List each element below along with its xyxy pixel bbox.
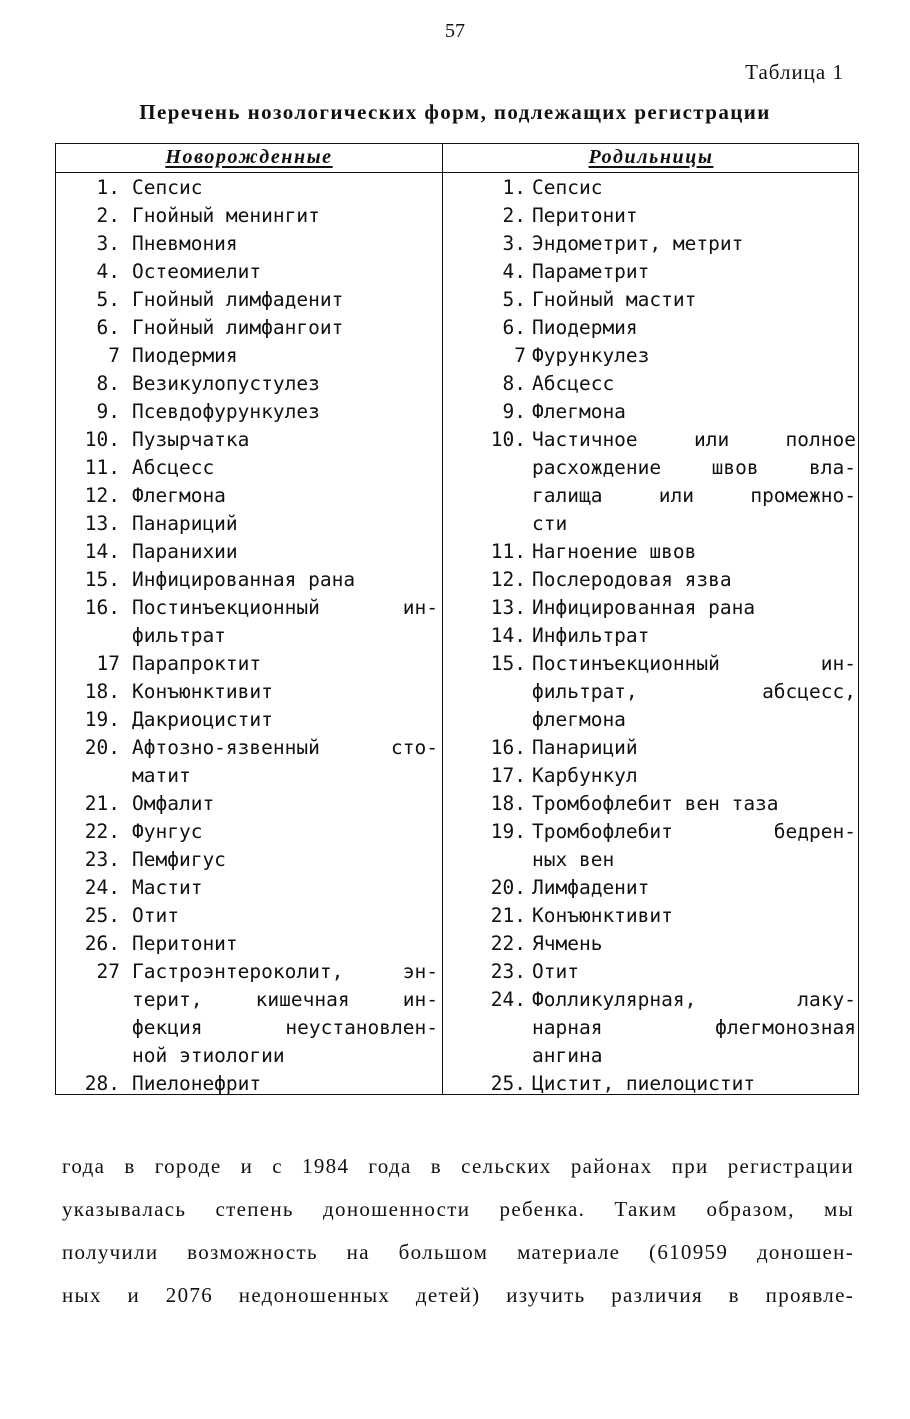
mother-item-text-line: фильтрат, абсцесс, (532, 680, 856, 703)
mother-item-text-line: расхождение швов вла- (532, 456, 856, 479)
newborn-item-number: 23. (84, 848, 120, 871)
mother-item (486, 258, 856, 286)
newborn-item-text (132, 930, 438, 958)
mother-item-text (532, 538, 856, 566)
newborn-item (76, 258, 438, 286)
newborn-item (76, 706, 438, 734)
newborn-item-number: 11. (84, 456, 120, 479)
newborn-item (76, 734, 438, 790)
newborn-item-text (132, 958, 438, 1070)
newborn-item (76, 818, 438, 846)
newborn-item-text-line: Фунгус (132, 820, 203, 843)
mother-item-number: 25. (490, 1072, 526, 1095)
newborn-item-text-line: Перитонит (132, 932, 238, 955)
newborn-item (76, 678, 438, 706)
column-divider (442, 144, 443, 1094)
newborn-item-number: 9. (96, 400, 120, 423)
mother-item-text (532, 930, 856, 958)
mother-item (486, 538, 856, 566)
newborns-list (76, 174, 438, 1098)
body-text-line: указывалась степень доношенности ребенка. Таким образом, мы (62, 1197, 854, 1221)
newborn-item (76, 790, 438, 818)
mother-item (486, 734, 856, 762)
newborn-item (76, 566, 438, 594)
newborn-item (76, 398, 438, 426)
newborn-item-text (132, 902, 438, 930)
newborn-item-text-line: матит (132, 764, 191, 787)
mother-item-number: 3. (502, 232, 526, 255)
header-mothers: Родильницы (588, 146, 714, 168)
newborn-item-number: 10. (84, 428, 120, 451)
newborn-item-number: 18. (84, 680, 120, 703)
mother-item-text-line: Тромбофлебит вен таза (532, 792, 779, 815)
newborn-item (76, 342, 438, 370)
newborn-item-number: 13. (84, 512, 120, 535)
newborn-item-number: 14. (84, 540, 120, 563)
mother-item-text-line: Частичное или полное (532, 428, 856, 451)
newborn-item-number: 12. (84, 484, 120, 507)
mother-item-text-line: Лимфаденит (532, 876, 650, 899)
newborn-item-text-line: Конъюнктивит (132, 680, 273, 703)
newborn-item-text (132, 566, 438, 594)
mother-item-text (532, 566, 856, 594)
mother-item-text-line: Карбункул (532, 764, 638, 787)
newborn-item (76, 958, 438, 1070)
mother-item-number: 13. (490, 596, 526, 619)
newborn-item (76, 650, 438, 678)
mother-item (486, 930, 856, 958)
newborn-item-number: 25. (84, 904, 120, 927)
mother-item-text (532, 790, 856, 818)
newborn-item-number: 22. (84, 820, 120, 843)
newborn-item-text-line: Отит (132, 904, 179, 927)
newborn-item-text-line: Омфалит (132, 792, 215, 815)
mother-item (486, 986, 856, 1070)
mother-item-number: 24. (490, 988, 526, 1011)
mother-item-text-line: Нагноение швов (532, 540, 697, 563)
mother-item-text-line: сти (532, 512, 568, 535)
body-text-line: года в городе и с 1984 года в сельских районах при регистрации (62, 1154, 854, 1178)
newborn-item-text-line: Псевдофурункулез (132, 400, 320, 423)
mother-item-text (532, 874, 856, 902)
mother-item-text (532, 398, 856, 426)
mother-item (486, 426, 856, 538)
mother-item-text-line: Панариций (532, 736, 638, 759)
newborn-item (76, 1070, 438, 1098)
newborn-item (76, 230, 438, 258)
newborn-item-number: 17 (96, 652, 120, 675)
newborn-item-number: 15. (84, 568, 120, 591)
mother-item-text-line: нарная флегмонозная (532, 1016, 856, 1039)
mother-item (486, 902, 856, 930)
newborn-item-text (132, 874, 438, 902)
newborn-item-text-line: Парапроктит (132, 652, 262, 675)
mother-item-text-line: Абсцесс (532, 372, 615, 395)
mother-item-number: 12. (490, 568, 526, 591)
mothers-list (486, 174, 856, 1098)
mother-item (486, 174, 856, 202)
mother-item-text (532, 314, 856, 342)
mother-item-text (532, 230, 856, 258)
newborn-item-text (132, 370, 438, 398)
mother-item-number: 1. (502, 176, 526, 199)
mother-item (486, 566, 856, 594)
mother-item-text (532, 286, 856, 314)
mother-item-text-line: Отит (532, 960, 579, 983)
newborn-item (76, 286, 438, 314)
newborn-item (76, 846, 438, 874)
mother-item-text (532, 762, 856, 790)
newborn-item-text-line: Гастроэнтероколит, эн- (132, 960, 438, 983)
mother-item (486, 650, 856, 734)
mother-item (486, 314, 856, 342)
body-text-line: получили возможность на большом материале (610959 доношен- (62, 1240, 854, 1264)
mother-item-number: 23. (490, 960, 526, 983)
newborn-item-text (132, 1070, 438, 1098)
newborn-item-text (132, 790, 438, 818)
newborn-item-text-line: Панариций (132, 512, 238, 535)
newborn-item (76, 930, 438, 958)
mother-item-text (532, 594, 856, 622)
mother-item-text-line: Инфицированная рана (532, 596, 756, 619)
mother-item-text (532, 958, 856, 986)
newborn-item-text (132, 174, 438, 202)
mother-item (486, 398, 856, 426)
mother-item-number: 16. (490, 736, 526, 759)
mother-item-text-line: ангина (532, 1044, 603, 1067)
newborn-item-number: 2. (96, 204, 120, 227)
newborn-item-text (132, 286, 438, 314)
mother-item (486, 762, 856, 790)
newborn-item-text (132, 314, 438, 342)
mother-item-text-line: Фолликулярная, лаку- (532, 988, 856, 1011)
mother-item (486, 1070, 856, 1098)
newborn-item-number: 1. (96, 176, 120, 199)
table-header-row (56, 144, 858, 173)
newborn-item-text (132, 678, 438, 706)
mother-item-text-line: Тромбофлебит бедрен- (532, 820, 856, 843)
mother-item-number: 19. (490, 820, 526, 843)
body-text-line: ных и 2076 недоношенных детей) изучить различия в проявле- (62, 1283, 854, 1307)
newborn-item-text (132, 398, 438, 426)
newborn-item-text (132, 538, 438, 566)
newborn-item (76, 594, 438, 650)
newborn-item-text-line: Остеомиелит (132, 260, 262, 283)
newborn-item-text-line: фильтрат (132, 624, 226, 647)
mother-item-text-line: Гнойный мастит (532, 288, 697, 311)
newborn-item-text-line: Мастит (132, 876, 203, 899)
newborn-item-text (132, 510, 438, 538)
newborn-item-text (132, 454, 438, 482)
mother-item-text (532, 622, 856, 650)
mother-item (486, 370, 856, 398)
newborn-item-text (132, 594, 438, 650)
newborn-item-text-line: Паранихии (132, 540, 238, 563)
newborn-item-text-line: Дакриоцистит (132, 708, 273, 731)
mother-item-number: 7 (514, 344, 526, 367)
newborn-item-number: 4. (96, 260, 120, 283)
mother-item-text (532, 1070, 856, 1098)
mother-item-text (532, 426, 856, 538)
newborn-item-text-line: ной этиологии (132, 1044, 285, 1067)
mother-item-text (532, 174, 856, 202)
newborn-item-text-line: Гнойный лимфаденит (132, 288, 344, 311)
mother-item-number: 15. (490, 652, 526, 675)
newborn-item-number: 28. (84, 1072, 120, 1095)
mother-item-text (532, 202, 856, 230)
mother-item (486, 958, 856, 986)
newborn-item (76, 510, 438, 538)
mother-item-text-line: Эндометрит, метрит (532, 232, 744, 255)
newborn-item-text-line: Пиелонефрит (132, 1072, 262, 1095)
newborn-item-number: 27 (96, 960, 120, 983)
mother-item-text-line: Сепсис (532, 176, 603, 199)
newborn-item-text (132, 482, 438, 510)
newborn-item-text-line: терит, кишечная ин- (132, 988, 438, 1011)
newborn-item-text-line: Афтозно-язвенный сто- (132, 736, 438, 759)
newborn-item-text-line: фекция неустановлен- (132, 1016, 438, 1039)
newborn-item-number: 6. (96, 316, 120, 339)
newborn-item-text (132, 230, 438, 258)
newborn-item-text (132, 342, 438, 370)
newborn-item-number: 8. (96, 372, 120, 395)
newborn-item (76, 370, 438, 398)
mother-item-number: 9. (502, 400, 526, 423)
mother-item-text-line: Ячмень (532, 932, 603, 955)
newborn-item-number: 20. (84, 736, 120, 759)
mother-item-text (532, 902, 856, 930)
newborn-item-text-line: Гнойный менингит (132, 204, 320, 227)
mother-item-text (532, 258, 856, 286)
body-paragraph (62, 1145, 854, 1317)
newborn-item (76, 874, 438, 902)
newborn-item-text-line: Сепсис (132, 176, 203, 199)
mother-item (486, 790, 856, 818)
mother-item-number: 20. (490, 876, 526, 899)
newborn-item (76, 202, 438, 230)
newborn-item-text (132, 258, 438, 286)
page-number: 57 (445, 20, 465, 42)
newborn-item (76, 174, 438, 202)
newborn-item-text-line: Флегмона (132, 484, 226, 507)
newborn-item-number: 7 (108, 344, 120, 367)
mother-item-number: 11. (490, 540, 526, 563)
mother-item (486, 286, 856, 314)
newborn-item-text-line: Постинъекционный ин- (132, 596, 438, 619)
newborn-item-text-line: Абсцесс (132, 456, 215, 479)
newborn-item-number: 24. (84, 876, 120, 899)
table-label: Таблица 1 (745, 60, 844, 84)
mother-item-number: 18. (490, 792, 526, 815)
newborn-item-text-line: Везикулопустулез (132, 372, 320, 395)
newborn-item (76, 314, 438, 342)
nosology-table (55, 143, 859, 1095)
mother-item-text-line: Перитонит (532, 204, 638, 227)
mother-item-text-line: Конъюнктивит (532, 904, 673, 927)
mother-item-text-line: ных вен (532, 848, 615, 871)
mother-item (486, 202, 856, 230)
newborn-item-number: 16. (84, 596, 120, 619)
mother-item (486, 818, 856, 874)
mother-item (486, 342, 856, 370)
mother-item (486, 594, 856, 622)
mother-item-number: 22. (490, 932, 526, 955)
newborn-item (76, 482, 438, 510)
mother-item-number: 21. (490, 904, 526, 927)
newborn-item-text (132, 818, 438, 846)
mother-item-number: 8. (502, 372, 526, 395)
newborn-item-number: 19. (84, 708, 120, 731)
newborn-item-text (132, 202, 438, 230)
mother-item-text (532, 370, 856, 398)
newborn-item (76, 454, 438, 482)
newborn-item-number: 5. (96, 288, 120, 311)
mother-item-number: 17. (490, 764, 526, 787)
mother-item-text (532, 342, 856, 370)
mother-item (486, 230, 856, 258)
newborn-item-number: 26. (84, 932, 120, 955)
newborn-item (76, 902, 438, 930)
newborn-item-text-line: Пневмония (132, 232, 238, 255)
newborn-item-text-line: Гнойный лимфангоит (132, 316, 344, 339)
mother-item-number: 6. (502, 316, 526, 339)
mother-item-number: 4. (502, 260, 526, 283)
mother-item-text-line: Постинъекционный ин- (532, 652, 856, 675)
mother-item-text-line: флегмона (532, 708, 626, 731)
mother-item-text-line: Инфильтрат (532, 624, 650, 647)
newborn-item-number: 3. (96, 232, 120, 255)
mother-item-number: 2. (502, 204, 526, 227)
mother-item-text-line: Фурункулез (532, 344, 650, 367)
newborn-item (76, 538, 438, 566)
mother-item-text-line: Пиодермия (532, 316, 638, 339)
newborn-item-text (132, 734, 438, 790)
header-newborns: Новорожденные (165, 146, 333, 168)
newborn-item-text-line: Пиодермия (132, 344, 238, 367)
newborn-item-text (132, 706, 438, 734)
mother-item-text (532, 650, 856, 734)
newborn-item-text-line: Пемфигус (132, 848, 226, 871)
mother-item-text (532, 986, 856, 1070)
newborn-item-text-line: Инфицированная рана (132, 568, 356, 591)
mother-item-text-line: Параметрит (532, 260, 650, 283)
table-title: Перечень нозологических форм, подлежащих регистрации (139, 100, 771, 124)
newborn-item-text (132, 650, 438, 678)
mother-item-number: 14. (490, 624, 526, 647)
mother-item-text-line: Цистит, пиелоцистит (532, 1072, 756, 1095)
mother-item-text (532, 734, 856, 762)
newborn-item (76, 426, 438, 454)
mother-item-text-line: Флегмона (532, 400, 626, 423)
mother-item-number: 10. (490, 428, 526, 451)
mother-item-number: 5. (502, 288, 526, 311)
mother-item (486, 622, 856, 650)
mother-item (486, 874, 856, 902)
newborn-item-text (132, 426, 438, 454)
newborn-item-text (132, 846, 438, 874)
mother-item-text-line: галища или промежно- (532, 484, 856, 507)
mother-item-text (532, 818, 856, 874)
mother-item-text-line: Послеродовая язва (532, 568, 732, 591)
newborn-item-number: 21. (84, 792, 120, 815)
newborn-item-text-line: Пузырчатка (132, 428, 250, 451)
